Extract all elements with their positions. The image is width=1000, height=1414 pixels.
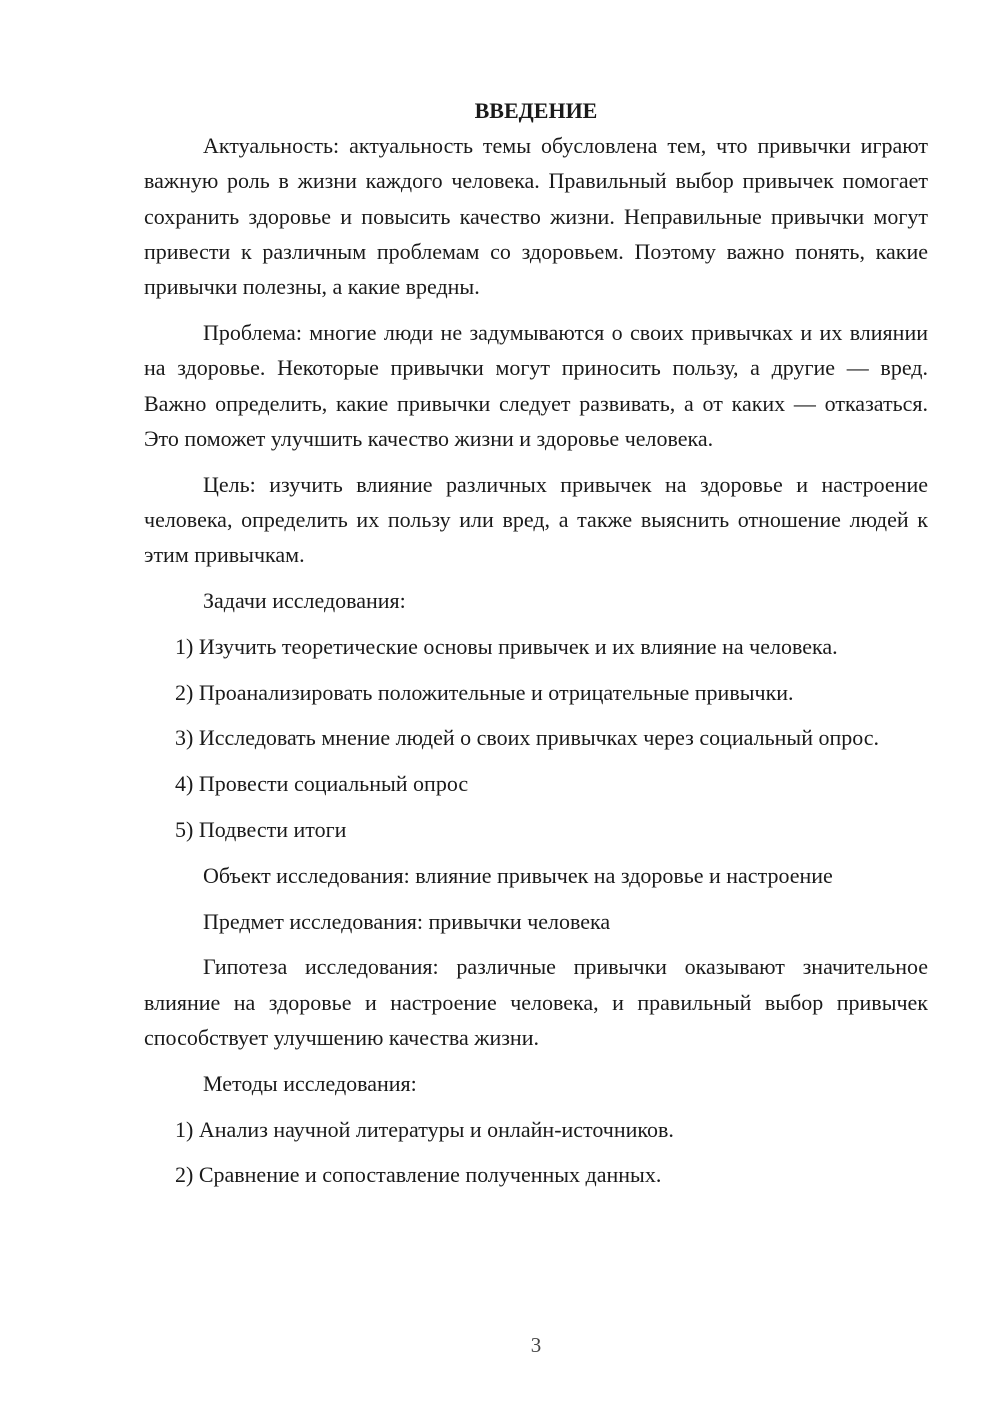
paragraph-object: Объект исследования: влияние привычек на здоровье и настроение bbox=[203, 862, 833, 888]
paragraph-goal: Цель: изучить влияние различных привычек на здоровье и настроение человека, определить их пользу или вред, а также выяснить отношение людей к этим привычкам. bbox=[144, 471, 928, 568]
paragraph-subject: Предмет исследования: привычки человека bbox=[203, 908, 611, 934]
paragraph-relevance: Актуальность: актуальность темы обусловлена тем, что привычки играют важную роль в жизни каждого человека. Правильный выбор привычек помогает сохранить здоровье и повысить качество жизни. Неправильные привычки могут привести к различным проблемам со здоровьем. Поэтому важно понять, какие привычки полезны, а какие вредны. bbox=[144, 133, 928, 300]
method-item-1: 1) Анализ научной литературы и онлайн-источников. bbox=[175, 1116, 674, 1142]
task-item-3: 3) Исследовать мнение людей о своих привычках через социальный опрос. bbox=[175, 725, 880, 751]
tasks-heading: Задачи исследования: bbox=[203, 588, 406, 614]
task-item-1: 1) Изучить теоретические основы привычек и их влияние на человека. bbox=[175, 633, 838, 659]
document-page bbox=[144, 93, 928, 1203]
task-item-4: 4) Провести социальный опрос bbox=[175, 771, 469, 797]
paragraph-problem: Проблема: многие люди не задумываются о своих привычках и их влиянии на здоровье. Некоторые привычки могут приносить пользу, а другие — вред. Важно определить, какие привычки следует развивать, а от каких — отказаться. Это поможет улучшить качество жизни и здоровье человека. bbox=[144, 319, 928, 451]
page-number: 3 bbox=[530, 1333, 542, 1357]
task-item-5: 5) Подвести итоги bbox=[175, 817, 347, 843]
section-title: ВВЕДЕНИЕ bbox=[474, 98, 598, 123]
methods-heading: Методы исследования: bbox=[203, 1070, 417, 1096]
paragraph-hypothesis: Гипотеза исследования: различные привычки оказывают значительное влияние на здоровье и настроение человека, и правильный выбор привычек способствует улучшению качества жизни. bbox=[144, 954, 928, 1051]
task-item-2: 2) Проанализировать положительные и отрицательные привычки. bbox=[175, 679, 794, 705]
method-item-2: 2) Сравнение и сопоставление полученных данных. bbox=[175, 1162, 662, 1188]
